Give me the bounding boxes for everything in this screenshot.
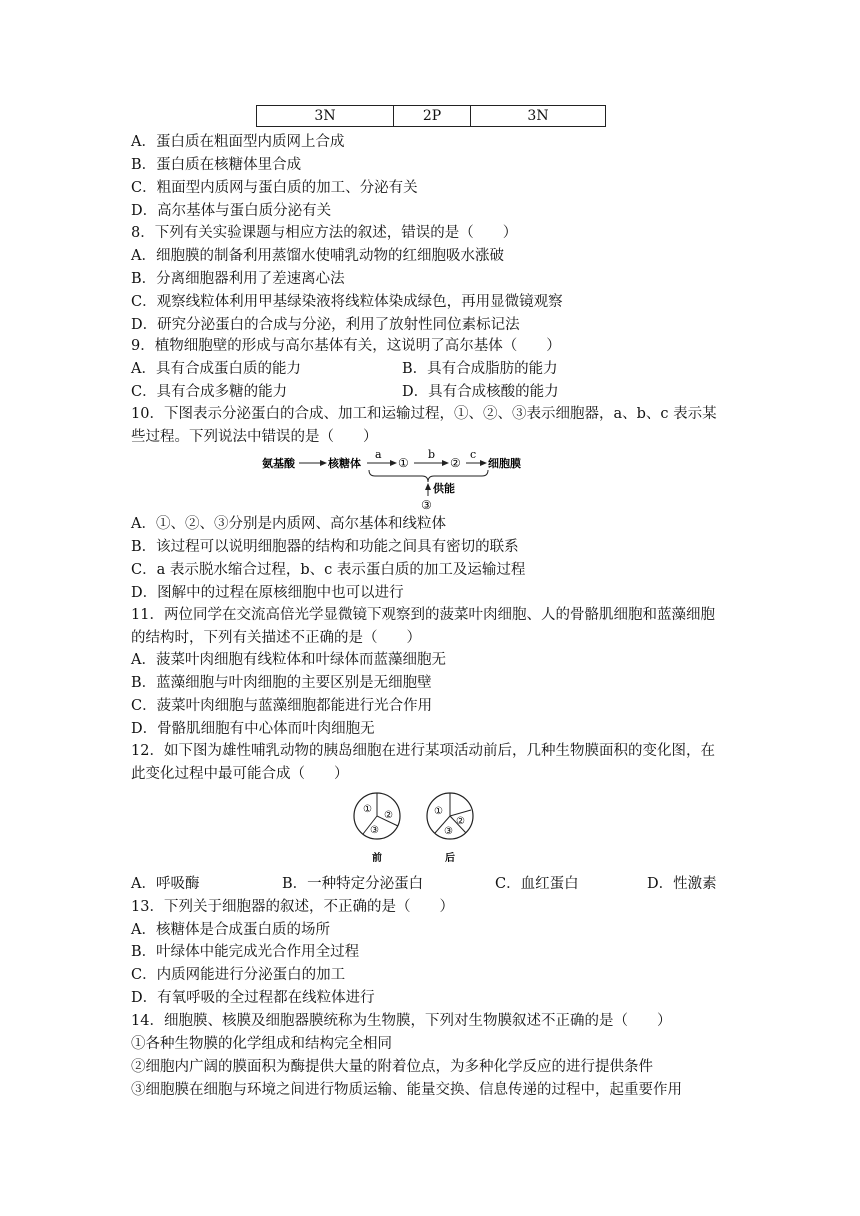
q12-option-a: A．呼吸酶: [131, 876, 200, 892]
table-cell: 3N: [471, 106, 606, 127]
before-pie-label-3: ③: [370, 825, 379, 836]
q9-option-a: A．具有合成蛋白质的能力: [131, 361, 301, 377]
q10-option-a: A．①、②、③分别是内质网、高尔基体和线粒体: [131, 516, 446, 532]
q10-stem-line1: 10．下图表示分泌蛋白的合成、加工和运输过程，①、②、③表示细胞器，a、b、c 表示某: [131, 406, 717, 422]
q7-option-a: A．蛋白质在粗面型内质网上合成: [131, 134, 345, 150]
q9-option-b: B．具有合成脂肪的能力: [402, 361, 558, 377]
q9-option-c: C．具有合成多糖的能力: [131, 384, 288, 400]
q7-option-b: B．蛋白质在核糖体里合成: [131, 157, 302, 173]
table-row: [257, 106, 606, 127]
after-pie-label-1: ①: [434, 806, 443, 817]
q13-option-b: B．叶绿体中能完成光合作用全过程: [131, 944, 360, 960]
diagram-label-a: a: [375, 448, 382, 461]
after-pie-label-3: ③: [444, 826, 453, 837]
table-cell: 3N: [257, 106, 394, 127]
diagram-cell-membrane: 细胞膜: [488, 457, 521, 470]
q14-stem: 14．细胞膜、核膜及细胞器膜统称为生物膜，下列对生物膜叙述不正确的是（ ）: [131, 1013, 672, 1029]
q8-option-a: A．细胞膜的制备利用蒸馏水使哺乳动物的红细胞吸水涨破: [131, 248, 504, 264]
q9-option-d: D．具有合成核酸的能力: [402, 384, 559, 400]
diagram-ribosome: 核糖体: [328, 457, 361, 470]
q11-option-d: D．骨骼肌细胞有中心体而叶肉细胞无: [131, 721, 375, 737]
q8-option-b: B．分离细胞器利用了差速离心法: [131, 271, 345, 287]
q7-option-d: D．高尔基体与蛋白质分泌有关: [131, 203, 332, 219]
q8-option-c: C．观察线粒体利用甲基绿染液将线粒体染成绿色，再用显微镜观察: [131, 294, 563, 310]
diagram-energy-supply: 供能: [433, 482, 455, 495]
q11-option-b: B．蓝藻细胞与叶肉细胞的主要区别是无细胞壁: [131, 675, 432, 691]
q11-option-a: A．菠菜叶肉细胞有线粒体和叶绿体而蓝藻细胞无: [131, 652, 446, 668]
diagram-label-c: c: [470, 448, 477, 461]
diagram-organelle-1: ①: [398, 456, 409, 470]
q9-stem: 9．植物细胞壁的形成与高尔基体有关，这说明了高尔基体（ ）: [131, 338, 561, 354]
data-table: [256, 105, 606, 127]
q13-option-a: A．核糖体是合成蛋白质的场所: [131, 922, 330, 938]
before-pie-label-2: ②: [384, 810, 393, 821]
before-label: 前: [372, 853, 382, 864]
diagram-organelle-2: ②: [450, 456, 461, 470]
q7-option-c: C．粗面型内质网与蛋白质的加工、分泌有关: [131, 180, 418, 196]
diagram-organelle-3: ③: [421, 498, 432, 512]
q13-stem: 13．下列关于细胞器的叙述，不正确的是（ ）: [131, 899, 454, 915]
q12-stem-line2: 此变化过程中最可能合成（ ）: [131, 766, 349, 782]
q14-item-2: ②细胞内广阔的膜面积为酶提供大量的附着位点，为多种化学反应的进行提供条件: [131, 1059, 653, 1075]
q12-option-b: B．一种特定分泌蛋白: [282, 876, 424, 892]
before-pie-label-1: ①: [363, 804, 372, 815]
q11-option-c: C．菠菜叶肉细胞与蓝藻细胞都能进行光合作用: [131, 698, 433, 714]
after-pie-label-2: ②: [456, 816, 465, 827]
q12-stem-line1: 12．如下图为雄性哺乳动物的胰岛细胞在进行某项活动前后，几种生物膜面积的变化图，在: [131, 743, 715, 759]
after-label: 后: [445, 853, 455, 864]
q10-option-c: C．a 表示脱水缩合过程，b、c 表示蛋白质的加工及运输过程: [131, 562, 526, 578]
table-cell: 2P: [394, 106, 471, 127]
q11-stem-line2: 的结构时，下列有关描述不正确的是（ ）: [131, 630, 421, 646]
q13-option-d: D．有氧呼吸的全过程都在线粒体进行: [131, 990, 375, 1006]
q10-option-b: B．该过程可以说明细胞器的结构和功能之间具有密切的联系: [131, 539, 519, 555]
membrane-area-pie-diagram: [350, 790, 480, 866]
q10-option-d: D．图解中的过程在原核细胞中也可以进行: [131, 585, 404, 601]
q12-option-d: D．性激素: [647, 876, 717, 892]
q14-item-3: ③细胞膜在细胞与环境之间进行物质运输、能量交换、信息传递的过程中，起重要作用: [131, 1082, 682, 1098]
q13-option-c: C．内质网能进行分泌蛋白的加工: [131, 967, 346, 983]
q14-item-1: ①各种生物膜的化学组成和结构完全相同: [131, 1036, 392, 1052]
diagram-amino-acid: 氨基酸: [262, 457, 295, 470]
q12-option-c: C．血红蛋白: [495, 876, 579, 892]
q11-stem-line1: 11．两位同学在交流高倍光学显微镜下观察到的菠菜叶肉细胞、人的骨骼肌细胞和蓝藻细胞: [131, 607, 715, 623]
q8-option-d: D．研究分泌蛋白的合成与分泌，利用了放射性同位素标记法: [131, 317, 520, 333]
q10-stem-line2: 些过程。下列说法中错误的是（ ）: [131, 429, 378, 445]
diagram-label-b: b: [428, 448, 436, 461]
secretion-pathway-diagram: [262, 446, 552, 512]
q8-stem: 8．下列有关实验课题与相应方法的叙述，错误的是（ ）: [131, 225, 518, 241]
